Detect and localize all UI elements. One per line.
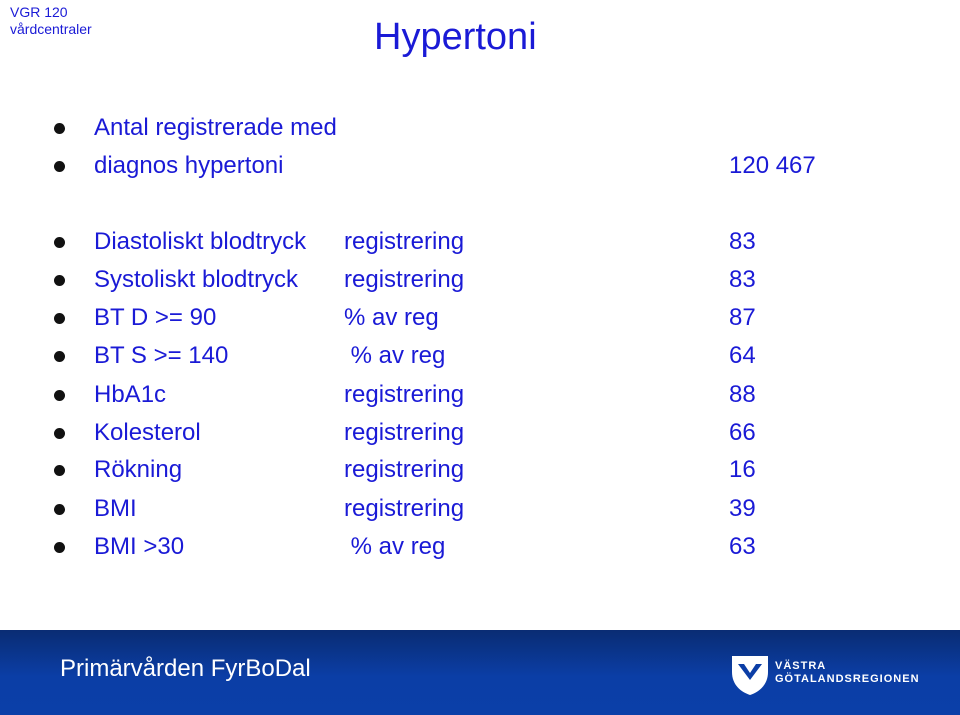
list-item: [0, 147, 960, 185]
org-line-1: VGR 120: [10, 4, 68, 20]
row-metric: % av reg: [344, 342, 446, 369]
row-label: BMI >30: [94, 533, 185, 560]
intro-line-1: Antal registrerade med: [94, 114, 337, 141]
row-label: Systoliskt blodtryck: [94, 266, 299, 293]
list-item: [0, 223, 960, 261]
intro-value: 120 467: [729, 152, 816, 179]
intro-line-2: diagnos hypertoni: [94, 152, 284, 179]
bullet-icon: [54, 123, 65, 134]
row-metric: registrering: [344, 228, 465, 255]
page-title: Hypertoni: [374, 16, 537, 58]
row-metric: % av reg: [344, 304, 439, 331]
list-item: [0, 528, 960, 566]
bullet-icon: [54, 351, 65, 362]
row-label: HbA1c: [94, 381, 167, 408]
row-label: BMI: [94, 495, 137, 522]
list-item: [0, 109, 960, 147]
row-value: 66: [729, 419, 756, 446]
org-line-2: vårdcentraler: [10, 21, 92, 37]
row-value: 16: [729, 456, 756, 483]
bullet-icon: [54, 428, 65, 439]
list-item: [0, 261, 960, 299]
logo-line-1: VÄSTRA: [775, 660, 827, 672]
bullet-icon: [54, 275, 65, 286]
row-label: Rökning: [94, 456, 183, 483]
bullet-icon: [54, 390, 65, 401]
footer-banner: [0, 630, 960, 715]
row-metric: registrering: [344, 456, 465, 483]
row-label: BT D >= 90: [94, 304, 217, 331]
list-item: [0, 337, 960, 375]
row-value: 64: [729, 342, 756, 369]
shield-logo-icon: [730, 652, 770, 696]
row-metric: % av reg: [344, 533, 446, 560]
bullet-icon: [54, 465, 65, 476]
row-label: BT S >= 140: [94, 342, 229, 369]
bullet-icon: [54, 237, 65, 248]
bullet-icon: [54, 542, 65, 553]
row-value: 83: [729, 228, 756, 255]
bullet-icon: [54, 161, 65, 172]
row-value: 63: [729, 533, 756, 560]
row-label: Diastoliskt blodtryck: [94, 228, 307, 255]
row-value: 88: [729, 381, 756, 408]
list-item: [0, 299, 960, 337]
row-metric: registrering: [344, 495, 465, 522]
bullet-icon: [54, 504, 65, 515]
list-item: [0, 414, 960, 452]
row-label: Kolesterol: [94, 419, 201, 446]
footer-text: Primärvården FyrBoDal: [60, 655, 311, 682]
list-item: [0, 376, 960, 414]
bullet-icon: [54, 313, 65, 324]
row-metric: registrering: [344, 381, 465, 408]
row-metric: registrering: [344, 266, 465, 293]
list-item: [0, 490, 960, 528]
list-item: [0, 451, 960, 489]
row-value: 83: [729, 266, 756, 293]
region-logo: [730, 652, 920, 696]
row-value: 87: [729, 304, 756, 331]
organization-label: [10, 4, 92, 38]
row-value: 39: [729, 495, 756, 522]
row-metric: registrering: [344, 419, 465, 446]
logo-line-2: GÖTALANDSREGIONEN: [775, 673, 920, 685]
